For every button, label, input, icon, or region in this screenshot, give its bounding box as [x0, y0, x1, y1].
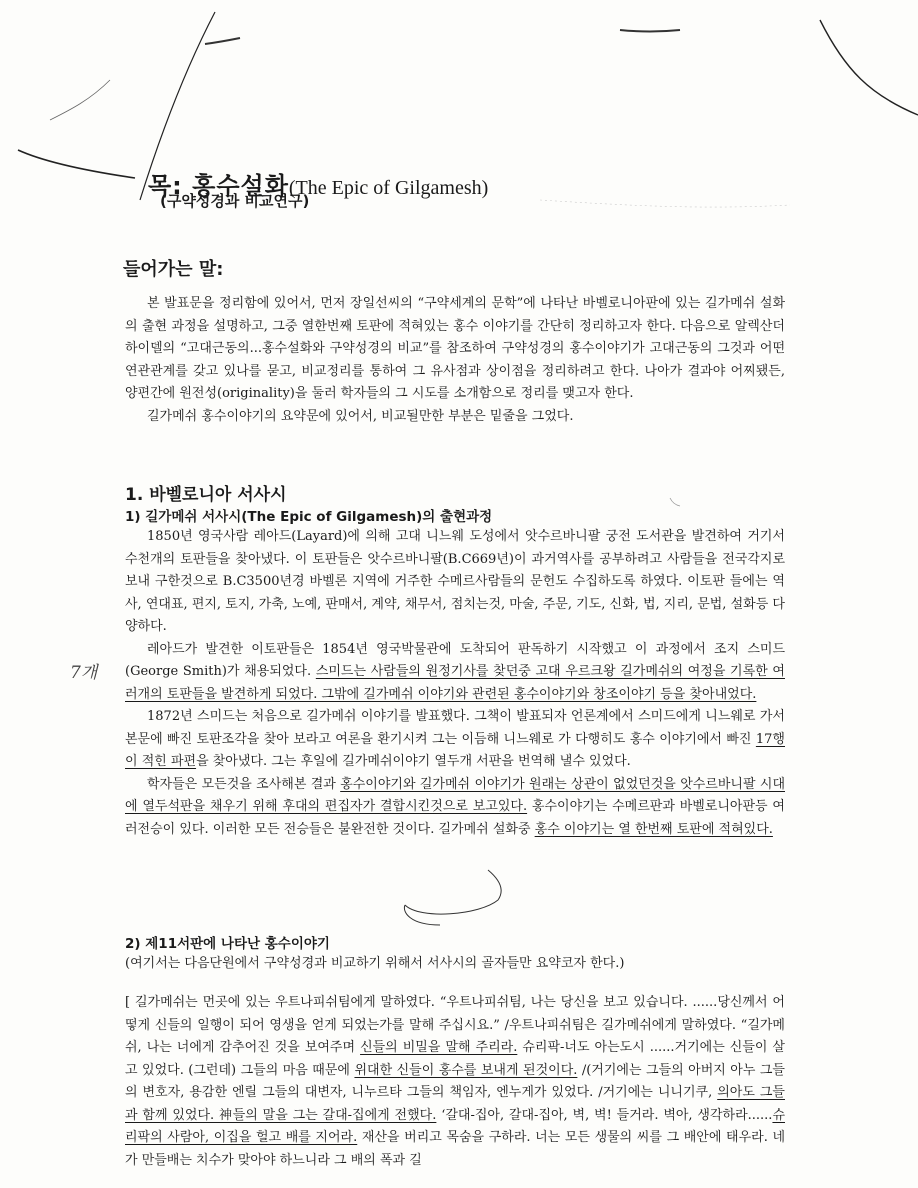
document-subtitle: (구약성경과 비교연구) — [160, 192, 310, 210]
p3-text-a: 1872년 스미드는 처음으로 길가메쉬 이야기를 발표했다. 그책이 발표되자 언론계에서 스미드에게 니느웨로 가서 본문에 빠진 토판조각을 찾아 보라고 여론을 환기시켜 그는 이듬해 니느웨로 가 다행히도 홍수 이야기에서 빠진 — [125, 709, 785, 747]
handwritten-margin-note: 7개 — [70, 663, 98, 683]
p5-text-d: ‘갈대-집아, 갈대-집아, 벽, 벽! 들거라. 벽아, 생각하라...... — [436, 1107, 773, 1123]
section-1-paragraph-1: 1850년 영국사람 레아드(Layard)에 의해 고대 니느웨 도성에서 앗수르바니팔 궁전 도서관을 발견하여 거기서 수천개의 토판들을 찾아냈다. 이 토판들은 앗수르바니팔(B.C669년)이 과거역사를 공부하려고 사람들을 전국각지로 보내 구한것으로 B.C3500년경 바벨론 지역에 거주한 수메르사람들의 문헌도 수집하도록 하였다. 이토판 들에는 역사, 연대표, 편지, 토지, 가축, 노예, 판매서, 계약, 채무서, 점치는것, 마술, 주문, 기도, 신화, 법, 지리, 문법, 설화등 다양하다. — [125, 529, 785, 634]
p2-underlined: 스미드는 사람들의 원정기사를 찾던중 고대 우르크왕 길가메쉬의 여정을 기록한 여러개의 토판들을 발견하게 되었다. 그밖에 길가메쉬 이야기와 관련된 홍수이야기와 창조이야기 등을 찾아내었다. — [125, 664, 785, 702]
p5-text-c: /(거기에는 그들의 아버지 아누 그들의 변호자, 용감한 엔릴 그들의 대변자, 니누르타 그들의 책임자, 엔누게가 있었다. /거기에는 니니기쿠, — [125, 1062, 785, 1100]
p3-underlined: 17행이 적힌 파편 — [125, 731, 785, 769]
subsection-2-note: (여기서는 다음단원에서 구약성경과 비교하기 위해서 서사시의 골자들만 요약코자 한다.) — [125, 956, 625, 971]
p4-text-b: 홍수이야기는 수메르판과 바벨로니아판등 여러전승이 있다. 이러한 모든 전승들은 불완전한 것이다. 길가메쉬 설화중 — [125, 799, 785, 837]
section-1-paragraph-3 — [125, 706, 785, 774]
subsection-2-heading: 2) 제11서판에 나타난 홍수이야기 — [125, 936, 330, 952]
subsection-1-heading: 1) 길가메쉬 서사시(The Epic of Gilgamesh)의 출현과정 — [125, 509, 493, 525]
p4-text-a: 학자들은 모든것을 조사해본 결과 — [147, 776, 341, 792]
p2-text: 레아드가 발견한 이토판들은 1854년 영국박물관에 도착되어 판독하기 시작했고 이 과정에서 조지 스미드(George Smith)가 채용되었다. — [125, 641, 785, 679]
p4-underlined-2: 홍수 이야기는 열 한번째 토판에 적혀있다. — [534, 821, 773, 837]
title-korean: 홍수설화 — [192, 172, 289, 200]
p5-underlined-2: 위대한 신들이 홍수를 보내게 된것이다. — [354, 1062, 578, 1078]
intro-heading: 들어가는 말: — [123, 259, 224, 280]
section-2-body — [125, 992, 785, 1172]
title-english: (The Epic of Gilgamesh) — [288, 177, 489, 199]
intro-paragraph-2: 길가메쉬 홍수이야기의 요약문에 있어서, 비교될만한 부분은 밑줄을 그었다. — [147, 408, 574, 424]
section-1-heading: 1. 바벨로니아 서사시 — [125, 485, 287, 505]
p5-underlined-3: 의아도 그들과 함께 있었다. 神들의 말을 그는 갈대-집에게 전했다. — [125, 1085, 785, 1123]
p4-underlined: 홍수이야기와 길가메쉬 이야기가 원래는 상관이 없었던것을 앗수르바니팔 시대에 열두석판을 채우기 위해 후대의 편집자가 결합시킨것으로 보고있다. — [125, 776, 785, 814]
p5-underlined-1: 신들의 비밀을 말해 주리라. — [360, 1040, 518, 1055]
section-1-paragraph-4 — [125, 774, 785, 842]
intro-body — [125, 293, 785, 428]
p3-text-b: 을 찾아냈다. 그는 후일에 길가메쉬이야기 열두개 서판을 번역해 낼수 있었다. — [196, 754, 631, 769]
intro-paragraph-1: 본 발표문을 정리함에 있어서, 먼저 장일선씨의 “구약세계의 문학”에 나타난 바벨로니아판에 있는 길가메쉬 설화의 출현 과정을 설명하고, 그중 열한번째 토판에 적혀있는 홍수 이야기를 간단히 정리하고자 한다. 다음으로 알렉산더 하이델의 “고대근동의...홍수설화와 구약성경의 비교”를 참조하여 구약성경의 홍수이야기가 고대근동의 그것과 어떤 연관관계를 갖고 있나를 묻고, 비교정리를 통하여 그 유사점과 상이점을 정리하려고 한다. 나아가 결과야 어찌됐든, 양편간에 원전성(originality)을 둘러 학자들의 그 시도를 소개함으로 정리를 맺고자 한다. — [125, 296, 785, 401]
title-prefix: 목: — [148, 172, 193, 200]
p5-text-e: 재산을 버리고 목숨을 구하라. 너는 모든 생물의 씨를 그 배안에 태우라. 네가 만들배는 치수가 맞아야 하느니라 그 배의 폭과 길 — [125, 1130, 785, 1168]
p5-text-a: [ 길가메쉬는 먼곳에 있는 우트나피쉬팀에게 말하였다. “우트나피쉬팀, 나는 당신을 보고 있습니다. ......당신께서 어떻게 신들의 일행이 되어 영생을 얻게 되었는가를 말해 주십시요.” /우트나피쉬팀은 길가메쉬에게 말하였다. “길가메쉬, 나는 너에게 감추어진 것을 보여주며 — [125, 995, 785, 1055]
section-1-paragraph-2 — [125, 639, 785, 707]
section-2-paragraph-1 — [125, 992, 785, 1172]
scan-artifacts — [0, 0, 918, 260]
section-1-body — [125, 526, 785, 841]
p5-text-b: 슈리팍-너도 아는도시 ......거기에는 신들이 살고 있었다. (그런데) 그들의 마음 때문에 — [125, 1040, 785, 1078]
p5-underlined-4: 슈리팍의 사람아, 이집을 헐고 배를 지어라. — [125, 1107, 785, 1145]
